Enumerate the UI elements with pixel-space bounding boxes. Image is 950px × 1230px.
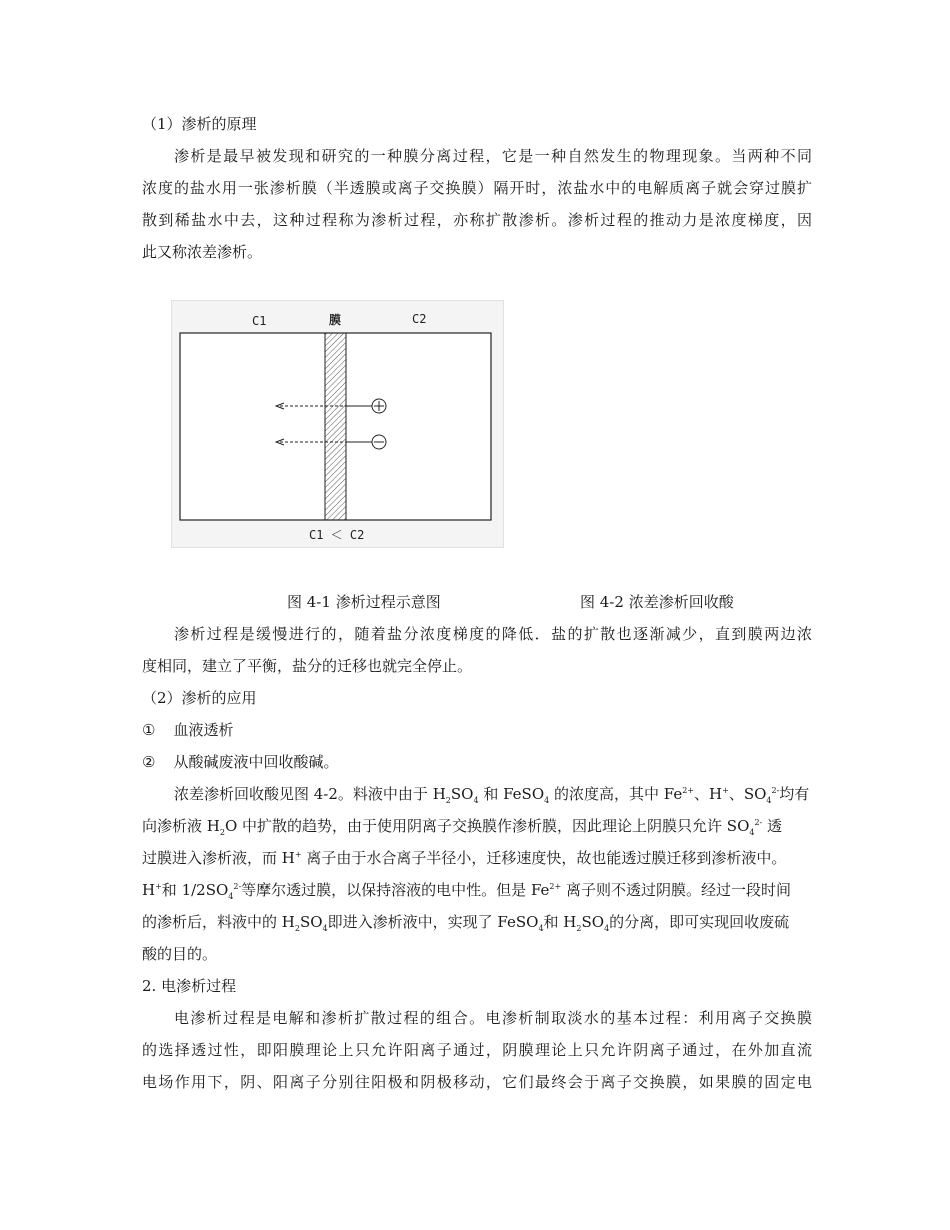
list-marker: ① — [142, 721, 156, 739]
paragraph-line: 渗析过程是缓慢进行的，随着盐分浓度梯度的降低．盐的扩散也逐渐减少，直到膜两边浓 — [174, 625, 812, 643]
list-marker: ② — [142, 753, 156, 771]
paragraph-line: 的渗析后，料液中的 $H_2SO_4$即进入渗析液中，实现了 FeSO$_4$和 $H_2SO_4$的分离，即可实现回收废硫 — [142, 913, 790, 933]
list-item — [142, 720, 233, 740]
membrane — [325, 333, 346, 520]
paragraph-line: 浓度的盐水用一张渗析膜（半透膜或离子交换膜）隔开时，浓盐水中的电解质离子就会穿过膜扩 — [142, 179, 812, 197]
paragraph-line: 此又称浓差渗析。 — [142, 243, 263, 261]
paragraph-line: 向渗析液 $H_2O$ 中扩散的趋势，由于使用阴离子交换膜作渗析膜，因此理论上阴膜只允许 $SO_4^{2-}$ 透 — [142, 817, 783, 837]
paragraph-line: 电场作用下，阴、阳离子分别往阳极和阴极移动，它们最终会于离子交换膜，如果膜的固定电 — [142, 1073, 812, 1091]
paragraph-line: 酸的目的。 — [142, 945, 218, 963]
section-heading-electrodialysis: 2. 电渗析过程 — [142, 977, 237, 995]
section-heading-application: （2）渗析的应用 — [142, 689, 257, 707]
section-heading-principle: （1）渗析的原理 — [142, 115, 257, 133]
paragraph-line: 散到稀盐水中去，这种过程称为渗析过程，亦称扩散渗析。渗析过程的推动力是浓度梯度，因 — [142, 211, 812, 229]
label-c1: C1 — [252, 314, 267, 328]
paragraph-line: 电渗析过程是电解和渗析扩散过程的组合。电渗析制取淡水的基本过程：利用离子交换膜 — [174, 1009, 812, 1027]
paragraph-line: 渗析是最早被发现和研究的一种膜分离过程，它是一种自然发生的物理现象。当两种不同 — [174, 147, 812, 165]
figure-caption-4-2: 图 4-2 浓差渗析回收酸 — [580, 593, 734, 611]
paragraph-line: 度相同，建立了平衡，盐分的迁移也就完全停止。 — [142, 657, 473, 675]
label-c2: C2 — [412, 312, 427, 326]
paragraph-line: H+和 $1/2SO_4^{2-}$等摩尔透过膜，以保持溶液的电中性。但是 $Fe^{2+}$ 离子则不透过阴膜。经过一段时间 — [142, 881, 791, 901]
concentration-relation: C1 ＜ C2 — [309, 528, 365, 542]
label-membrane: 膜 — [329, 313, 342, 327]
list-item-text: 从酸碱废液中回收酸碱。 — [173, 753, 339, 771]
paragraph-line: 浓差渗析回收酸见图 4-2。料液中由于 $H_2SO_4$ 和 FeSO$_4$ 的浓度高，其中 $Fe^{2+}$、H+、$SO_4^{2-}$均有 — [174, 785, 810, 805]
paragraph-line: 的选择透过性，即阳膜理论上只允许阳离子通过，阴膜理论上只允许阴离子通过，在外加直流 — [142, 1041, 812, 1059]
dialysis-diagram — [171, 300, 504, 548]
list-item — [142, 752, 338, 772]
list-item-text: 血液透析 — [173, 721, 234, 739]
paragraph-line: 过膜进入渗析液，而 H+ 离子由于水合离子半径小，迁移速度快，故也能透过膜迁移到渗析液中。 — [142, 849, 787, 867]
figure-caption-4-1: 图 4-1 渗析过程示意图 — [287, 593, 441, 611]
dialysis-diagram-svg — [172, 301, 505, 549]
